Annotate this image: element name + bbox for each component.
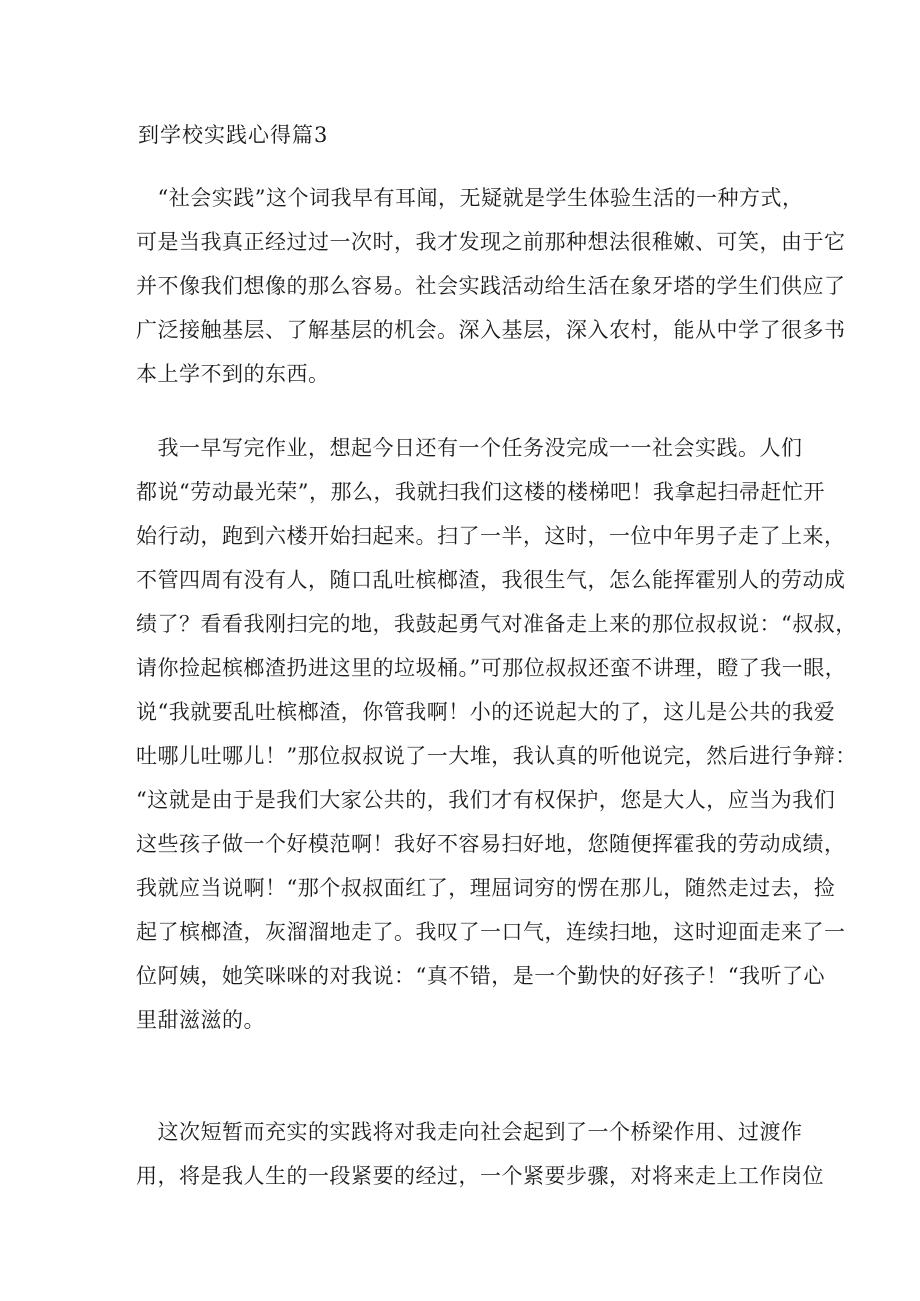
text-line: 始行动，跑到六楼开始扫起来。扫了一半，这时，一位中年男子走了上来， [136,524,846,548]
text-line: 这些孩子做一个好模范啊！我好不容易扫好地，您随便挥霍我的劳动成绩， [136,832,846,856]
text-line: “这就是由于是我们大家公共的，我们才有权保护，您是大人，应当为我们 [136,788,836,812]
paragraph-1 [136,176,846,396]
text-line: 吐哪儿吐哪儿！”那位叔叔说了一大堆，我认真的听他说完，然后进行争辩： [136,744,857,768]
text-line: 请你捡起槟榔渣扔进这里的垃圾桶。”可那位叔叔还蛮不讲理，瞪了我一眼， [136,656,847,680]
text-line: “社会实践”这个词我早有耳闻，无疑就是学生体验生活的一种方式， [136,186,804,210]
text-line: 绩了？看看我刚扫完的地，我鼓起勇气对准备走上来的那位叔叔说：“叔叔， [136,612,857,636]
text-line: 我就应当说啊！“那个叔叔面红了，理屈词穷的愣在那儿，随然走过去，捡 [136,876,836,900]
text-line: 并不像我们想像的那么容易。社会实践活动给生活在象牙塔的学生们供应了 [136,274,846,298]
text-line: 里甜滋滋的。 [136,1008,265,1032]
text-line: 这次短暂而充实的实践将对我走向社会起到了一个桥梁作用、过渡作 [136,1120,803,1144]
text-line: 我一早写完作业，想起今日还有一个任务没完成一一社会实践。人们 [136,436,803,460]
text-line: 广泛接触基层、了解基层的机会。深入基层，深入农村，能从中学了很多书 [136,318,846,342]
text-line: 起了槟榔渣，灰溜溜地走了。我叹了一口气，连续扫地，这时迎面走来了一 [136,920,846,944]
document-title: 到学校实践心得篇3 [138,123,329,147]
text-line: 位阿姨，她笑咪咪的对我说：“真不错，是一个勤快的好孩子！“我听了心 [136,964,825,988]
paragraph-2 [136,426,857,1042]
text-line: 不管四周有没有人，随口乱吐槟榔渣，我很生气，怎么能挥霍别人的劳动成 [136,568,846,592]
text-line: 本上学不到的东西。 [136,362,330,386]
text-line: 都说“劳动最光荣”，那么，我就扫我们这楼的楼梯吧！我拿起扫帚赶忙开 [136,480,825,504]
text-line: 说“我就要乱吐槟榔渣，你管我啊！小的还说起大的了，这儿是公共的我爱 [136,700,836,724]
text-line: 可是当我真正经过过一次时，我才发现之前那种想法很稚嫩、可笑，由于它 [136,230,846,254]
text-line: 用，将是我人生的一段紧要的经过，一个紧要步骤，对将来走上工作岗位 [136,1164,824,1188]
paragraph-3 [136,1110,824,1198]
